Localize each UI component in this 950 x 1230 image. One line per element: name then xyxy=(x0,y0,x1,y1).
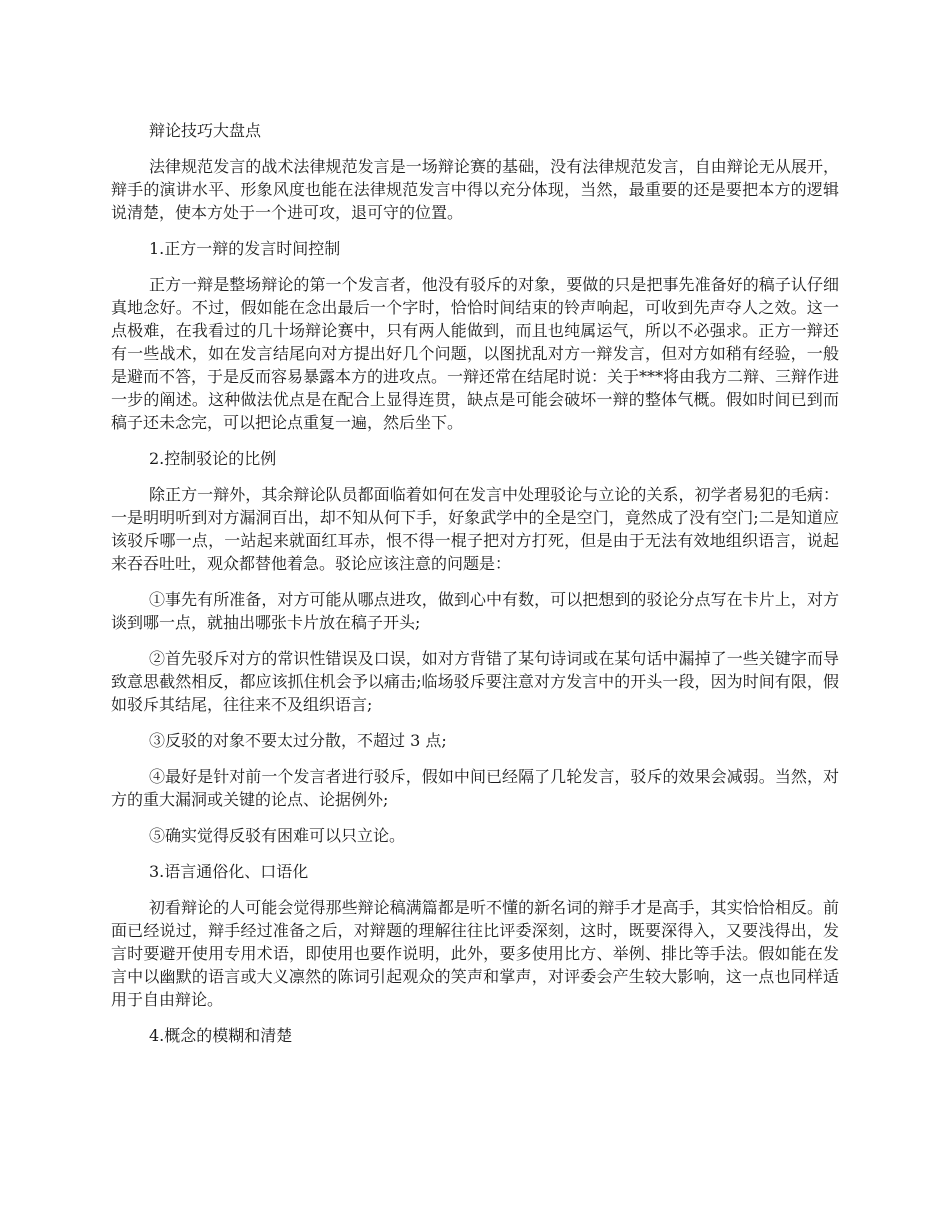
intro-paragraph: 法律规范发言的战术法律规范发言是一场辩论赛的基础，没有法律规范发言，自由辩论无从展开，辩手的演讲水平、形象风度也能在法律规范发言中得以充分体现，当然，最重要的还是要把本方的逻辑说清楚，使本方处于一个进可攻，退可守的位置。 xyxy=(111,157,839,222)
section-1-paragraph: 正方一辩是整场辩论的第一个发言者，他没有驳斥的对象，要做的只是把事先准备好的稿子认仔细真地念好。不过，假如能在念出最后一个字时，恰恰时间结束的铃声响起，可收到先声夺人之效。这一点极难，在我看过的几十场辩论赛中，只有两人能做到，而且也纯属运气，所以不必强求。正方一辩还有一些战术，如在发言结尾向对方提出好几个问题，以图扰乱对方一辩发言，但对方如稍有经验，一般是避而不答，于是反而容易暴露本方的进攻点。一辩还常在结尾时说：关于***将由我方二辩、三辩作进一步的阐述。这种做法优点是在配合上显得连贯，缺点是可能会破坏一辩的整体气概。假如时间已到而稿子还未念完，可以把论点重复一遍，然后坐下。 xyxy=(111,275,840,432)
section-2-point-2: ②首先驳斥对方的常识性错误及口误，如对方背错了某句诗词或在某句话中漏掉了一些关键字而导致意思截然相反，都应该抓住机会予以痛击;临场驳斥要注意对方发言中的开头一段，因为时间有限，假如驳斥其结尾，往往来不及组织语言; xyxy=(111,649,839,714)
section-2-point-3: ③反驳的对象不要太过分散，不超过 3 点; xyxy=(149,731,447,750)
section-2-paragraph: 除正方一辩外，其余辩论队员都面临着如何在发言中处理驳论与立论的关系，初学者易犯的毛病：一是明明听到对方漏洞百出，却不知从何下手，好象武学中的全是空门，竟然成了没有空门;二是知道应该驳斥哪一点，一站起来就面红耳赤，恨不得一棍子把对方打死，但是由于无法有效地组织语言，说起来吞吞吐吐，观众都替他着急。驳论应该注意的问题是： xyxy=(111,485,839,573)
section-1-heading: 1.正方一辩的发言时间控制 xyxy=(149,239,341,258)
section-3-paragraph: 初看辩论的人可能会觉得那些辩论稿满篇都是听不懂的新名词的辩手才是高手，其实恰恰相反。前面已经说过，辩手经过准备之后，对辩题的理解往往比评委深刻，这时，既要深得入，又要浅得出，发言时要避开使用专用术语，即使用也要作说明，此外，要多使用比方、举例、排比等手法。假如能在发言中以幽默的语言或大义凛然的陈词引起观众的笑声和掌声，对评委会产生较大影响，这一点也同样适用于自由辩论。 xyxy=(111,898,839,1009)
section-2-point-4: ④最好是针对前一个发言者进行驳斥，假如中间已经隔了几轮发言，驳斥的效果会减弱。当然，对方的重大漏洞或关键的论点、论据例外; xyxy=(111,767,839,809)
section-2-point-1: ①事先有所准备，对方可能从哪点进攻，做到心中有数，可以把想到的驳论分点写在卡片上，对方谈到哪一点，就抽出哪张卡片放在稿子开头; xyxy=(111,590,839,632)
document-page xyxy=(111,119,839,1060)
section-2-point-5: ⑤确实觉得反驳有困难可以只立论。 xyxy=(149,826,406,845)
section-4-heading: 4.概念的模糊和清楚 xyxy=(149,1026,293,1045)
document-title: 辩论技巧大盘点 xyxy=(149,121,262,140)
section-3-heading: 3.语言通俗化、口语化 xyxy=(149,862,309,881)
section-2-heading: 2.控制驳论的比例 xyxy=(149,449,277,468)
